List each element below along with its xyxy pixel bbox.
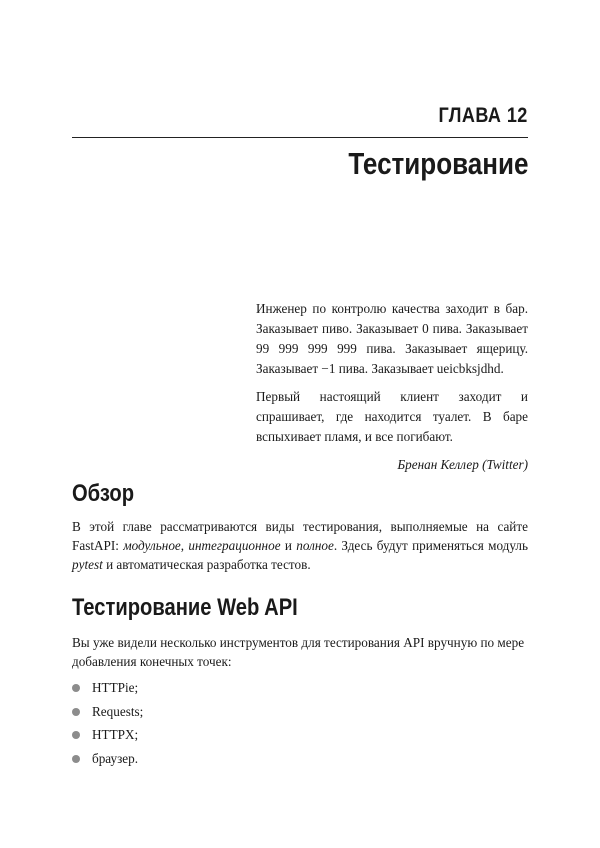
epigraph-paragraph: Инженер по контролю качества заходит в бар. Заказывает пиво. Заказывает 0 пива. Заказывает 99 999 999 999 пива. Заказывает ящерицу. Заказывает −1 пива. Заказывает ueicbksjdhd.: [256, 301, 528, 376]
overview-paragraph: [72, 517, 528, 574]
overview-text: . Здесь будут применяться модуль: [333, 538, 528, 553]
list-item-label: браузер.: [92, 750, 139, 766]
section-heading-web-api: Тестирование Web API: [72, 594, 298, 621]
section-heading-overview: Обзор: [72, 480, 135, 507]
tools-list: [72, 678, 143, 772]
bullet-icon: [72, 731, 80, 739]
epigraph: [256, 299, 528, 483]
overview-separator: и: [280, 538, 297, 553]
list-item: [72, 678, 143, 702]
term-modular: модульное: [123, 538, 181, 553]
overview-separator: ,: [180, 538, 189, 553]
term-full: полное: [296, 538, 334, 553]
bullet-icon: [72, 755, 80, 763]
chapter-title: Тестирование: [347, 146, 528, 181]
list-item: [72, 749, 143, 773]
list-item-label: HTTPX;: [92, 727, 139, 742]
overview-text: и автоматическая разработка тестов.: [102, 557, 311, 572]
epigraph-paragraph: Первый настоящий клиент заходит и спрашивает, где находится туалет. В баре вспыхивает пламя, и все погибают.: [256, 389, 528, 444]
web-api-intro: Вы уже видели несколько инструментов для тестирования API вручную по мере добавления конечных точек:: [72, 635, 525, 669]
chapter-divider: [72, 137, 528, 138]
term-integration: интеграционное: [188, 538, 281, 553]
epigraph-attribution: Бренан Келлер (Twitter): [397, 457, 528, 472]
chapter-label: ГЛАВА 12: [438, 104, 528, 127]
list-item-label: Requests;: [92, 703, 144, 719]
list-item: [72, 702, 143, 726]
term-pytest: pytest: [72, 557, 103, 572]
list-item: [72, 725, 143, 749]
list-item-label: HTTPie;: [92, 680, 139, 695]
bullet-icon: [72, 708, 80, 716]
overview-text: В этой главе рассматриваются виды тестирования, выполняемые на сайте FastAPI:: [72, 519, 528, 553]
bullet-icon: [72, 684, 80, 692]
